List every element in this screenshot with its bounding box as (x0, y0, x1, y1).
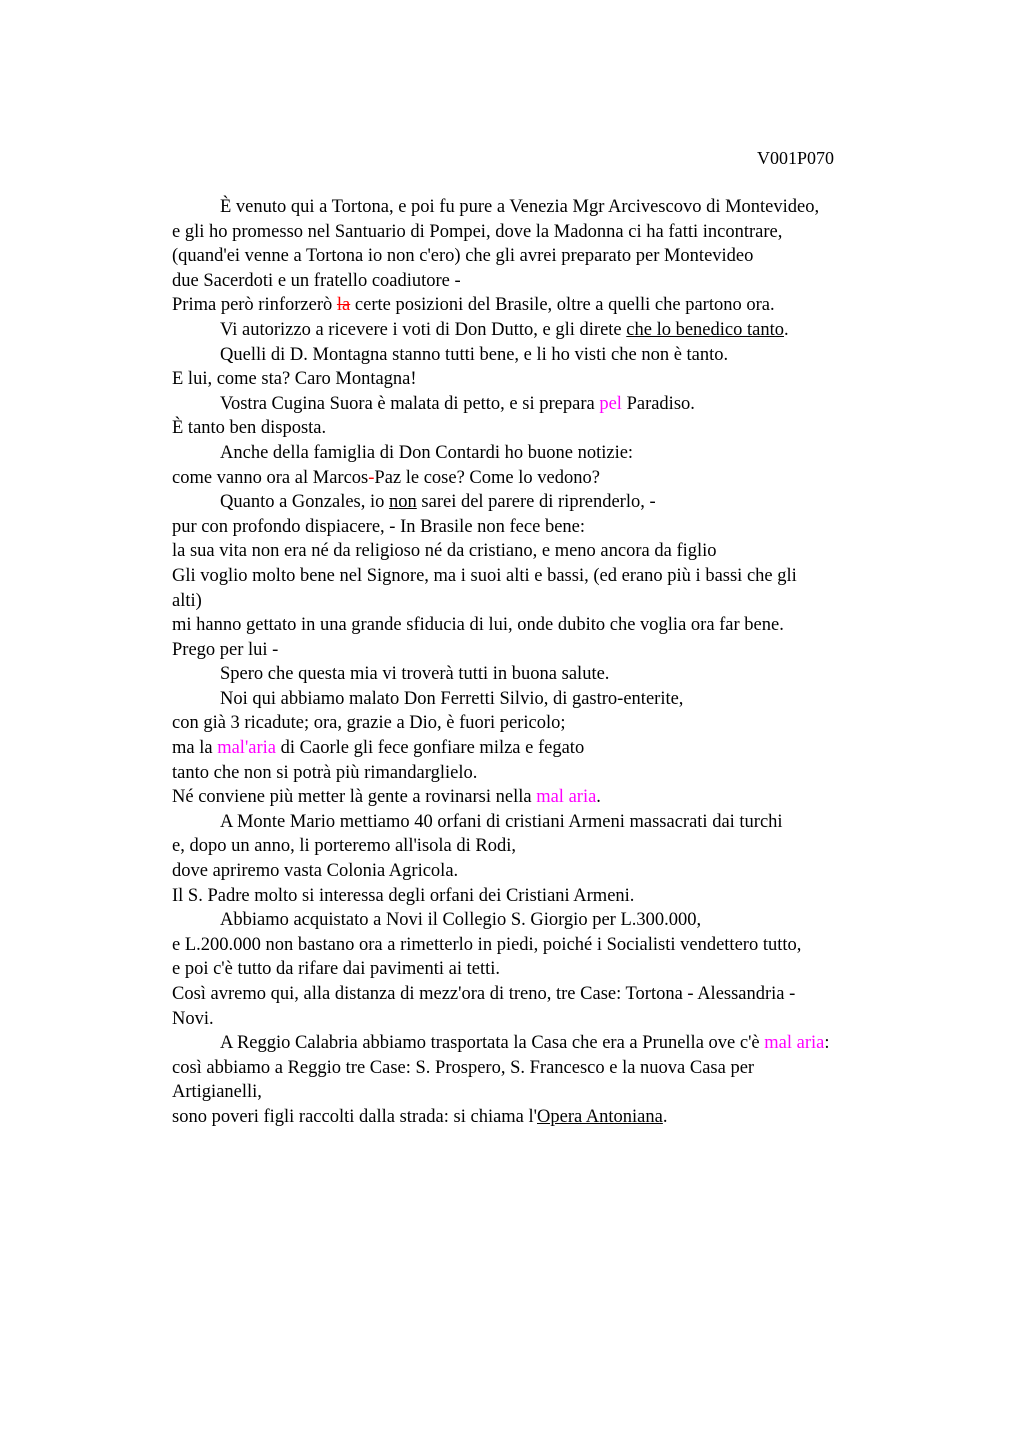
text-segment: Prego per lui - (172, 639, 279, 660)
text-line (172, 1031, 912, 1056)
text-line (172, 589, 912, 614)
text-segment: Vostra Cugina Suora è malata di petto, e si prepara (220, 393, 600, 414)
text-segment: : (824, 1033, 830, 1054)
text-segment: e, dopo un anno, li porteremo all'isola di Rodi, (172, 836, 516, 857)
text-segment: Artigianelli, (172, 1082, 262, 1103)
text-segment: Prima però rinforzerò (172, 295, 337, 316)
text-line (172, 490, 912, 515)
text-segment: Quanto a Gonzales, io (220, 492, 390, 513)
text-line (172, 834, 912, 859)
text-segment: Vi autorizzo a ricevere i voti di Don Dutto, e gli direte (220, 319, 627, 340)
text-segment: Così avremo qui, alla distanza di mezz'ora di treno, tre Case: Tortona - Alessandria - (172, 984, 796, 1004)
text-line (172, 662, 912, 687)
highlighted-text: mal'aria (217, 738, 277, 759)
text-segment: È tanto ben disposta. (172, 418, 327, 439)
text-line (172, 613, 912, 638)
text-line (172, 1056, 912, 1081)
page-code: V001P070 (757, 148, 835, 168)
text-line (172, 318, 912, 343)
text-segment: certe posizioni del Brasile, oltre a quelli che partono ora. (350, 295, 775, 316)
text-line (172, 736, 912, 761)
text-line (172, 982, 912, 1007)
text-segment: Abbiamo acquistato a Novi il Collegio S. Giorgio per L.300.000, (220, 910, 702, 931)
text-line (172, 638, 912, 663)
text-segment: e L.200.000 non bastano ora a rimetterlo in piedi, poiché i Socialisti vendettero tutto, (172, 934, 802, 955)
text-segment: Spero che questa mia vi troverà tutti in buona salute. (220, 664, 610, 685)
text-line (172, 908, 912, 933)
text-line (172, 884, 912, 909)
text-segment: Quelli di D. Montagna stanno tutti bene, e li ho visti che non è tanto. (220, 344, 729, 365)
text-segment: È venuto qui a Tortona, e poi fu pure a Venezia Mgr Arcivescovo di Montevideo, (220, 197, 820, 217)
text-segment: Anche della famiglia di Don Contardi ho buone notizie: (220, 442, 634, 463)
text-line (172, 269, 912, 294)
text-line (172, 1007, 912, 1032)
text-line (172, 367, 912, 392)
text-line (172, 293, 912, 318)
text-segment: come vanno ora al Marcos (172, 467, 369, 488)
text-line (172, 539, 912, 564)
text-line (172, 416, 912, 441)
text-segment: e poi c'è tutto da rifare dai pavimenti ai tetti. (172, 959, 500, 980)
text-line (172, 957, 912, 982)
struck-text: la (336, 295, 351, 316)
text-segment: Noi qui abbiamo malato Don Ferretti Silvio, di gastro-enterite, (220, 688, 684, 709)
text-line (172, 1080, 912, 1105)
text-segment: sono poveri figli raccolti dalla strada: si chiama l' (172, 1106, 537, 1127)
text-line (172, 441, 912, 466)
text-segment: alti) (172, 590, 202, 611)
text-line (172, 244, 912, 269)
text-segment: A Monte Mario mettiamo 40 orfani di cristiani Armeni massacrati dai turchi (220, 811, 783, 832)
text-segment: Gli voglio molto bene nel Signore, ma i suoi alti e bassi, (ed erano più i bassi che gli (172, 565, 797, 586)
text-segment: . (596, 787, 601, 808)
underlined-text: non (389, 492, 417, 513)
highlighted-text: mal aria (764, 1033, 825, 1054)
text-segment: Novi. (172, 1008, 214, 1029)
text-line (172, 785, 912, 810)
text-segment: due Sacerdoti e un fratello coadiutore - (172, 270, 461, 291)
text-segment: (quand'ei venne a Tortona io non c'ero) che gli avrei preparato per Montevideo (172, 246, 754, 267)
text-segment: ma la (172, 738, 218, 759)
text-segment: mi hanno gettato in una grande sfiducia di lui, onde dubito che voglia ora far bene. (172, 615, 784, 636)
text-segment: E lui, come sta? Caro Montagna! (172, 369, 417, 390)
text-line (172, 343, 912, 368)
text-segment: dove apriremo vasta Colonia Agricola. (172, 861, 459, 882)
text-segment: e gli ho promesso nel Santuario di Pompei, dove la Madonna ci ha fatti incontrare, (172, 221, 783, 242)
text-line (172, 466, 912, 491)
text-segment: . (662, 1106, 668, 1127)
text-segment: Paz le cose? Come lo vedono? (374, 467, 600, 488)
highlighted-text: mal aria (536, 787, 597, 808)
underlined-text: che lo benedico tanto (626, 319, 784, 340)
letter-body (172, 195, 912, 1130)
text-line (172, 564, 912, 589)
text-segment: di Caorle gli fece gonfiare milza e fegato (276, 738, 585, 759)
text-line (172, 220, 912, 245)
text-line (172, 933, 912, 958)
text-segment: Paradiso. (621, 393, 695, 414)
text-line (172, 1105, 912, 1130)
text-line (172, 810, 912, 835)
text-segment: la sua vita non era né da religioso né da cristiano, e meno ancora da figlio (172, 541, 717, 562)
text-segment: sarei del parere di riprenderlo, - (416, 492, 656, 513)
text-line (172, 711, 912, 736)
text-segment: A Reggio Calabria abbiamo trasportata la Casa che era a Prunella ove c'è (220, 1033, 765, 1054)
text-segment: tanto che non si potrà più rimandarglielo. (172, 762, 478, 783)
text-segment: . (783, 319, 789, 340)
text-line (172, 859, 912, 884)
marked-text: - (368, 467, 375, 488)
text-line (172, 195, 912, 220)
highlighted-text: pel (599, 393, 622, 414)
text-line (172, 515, 912, 540)
text-line (172, 392, 912, 417)
text-segment: così abbiamo a Reggio tre Case: S. Prospero, S. Francesco e la nuova Casa per (172, 1057, 755, 1078)
underlined-text: Opera Antoniana (537, 1106, 663, 1127)
text-segment: con già 3 ricadute; ora, grazie a Dio, è fuori pericolo; (172, 713, 566, 734)
text-segment: Il S. Padre molto si interessa degli orfani dei Cristiani Armeni. (172, 885, 635, 906)
text-line (172, 687, 912, 712)
text-segment: Né conviene più metter là gente a rovinarsi nella (172, 787, 537, 808)
text-segment: pur con profondo dispiacere, - In Brasile non fece bene: (172, 516, 586, 537)
text-line (172, 761, 912, 786)
